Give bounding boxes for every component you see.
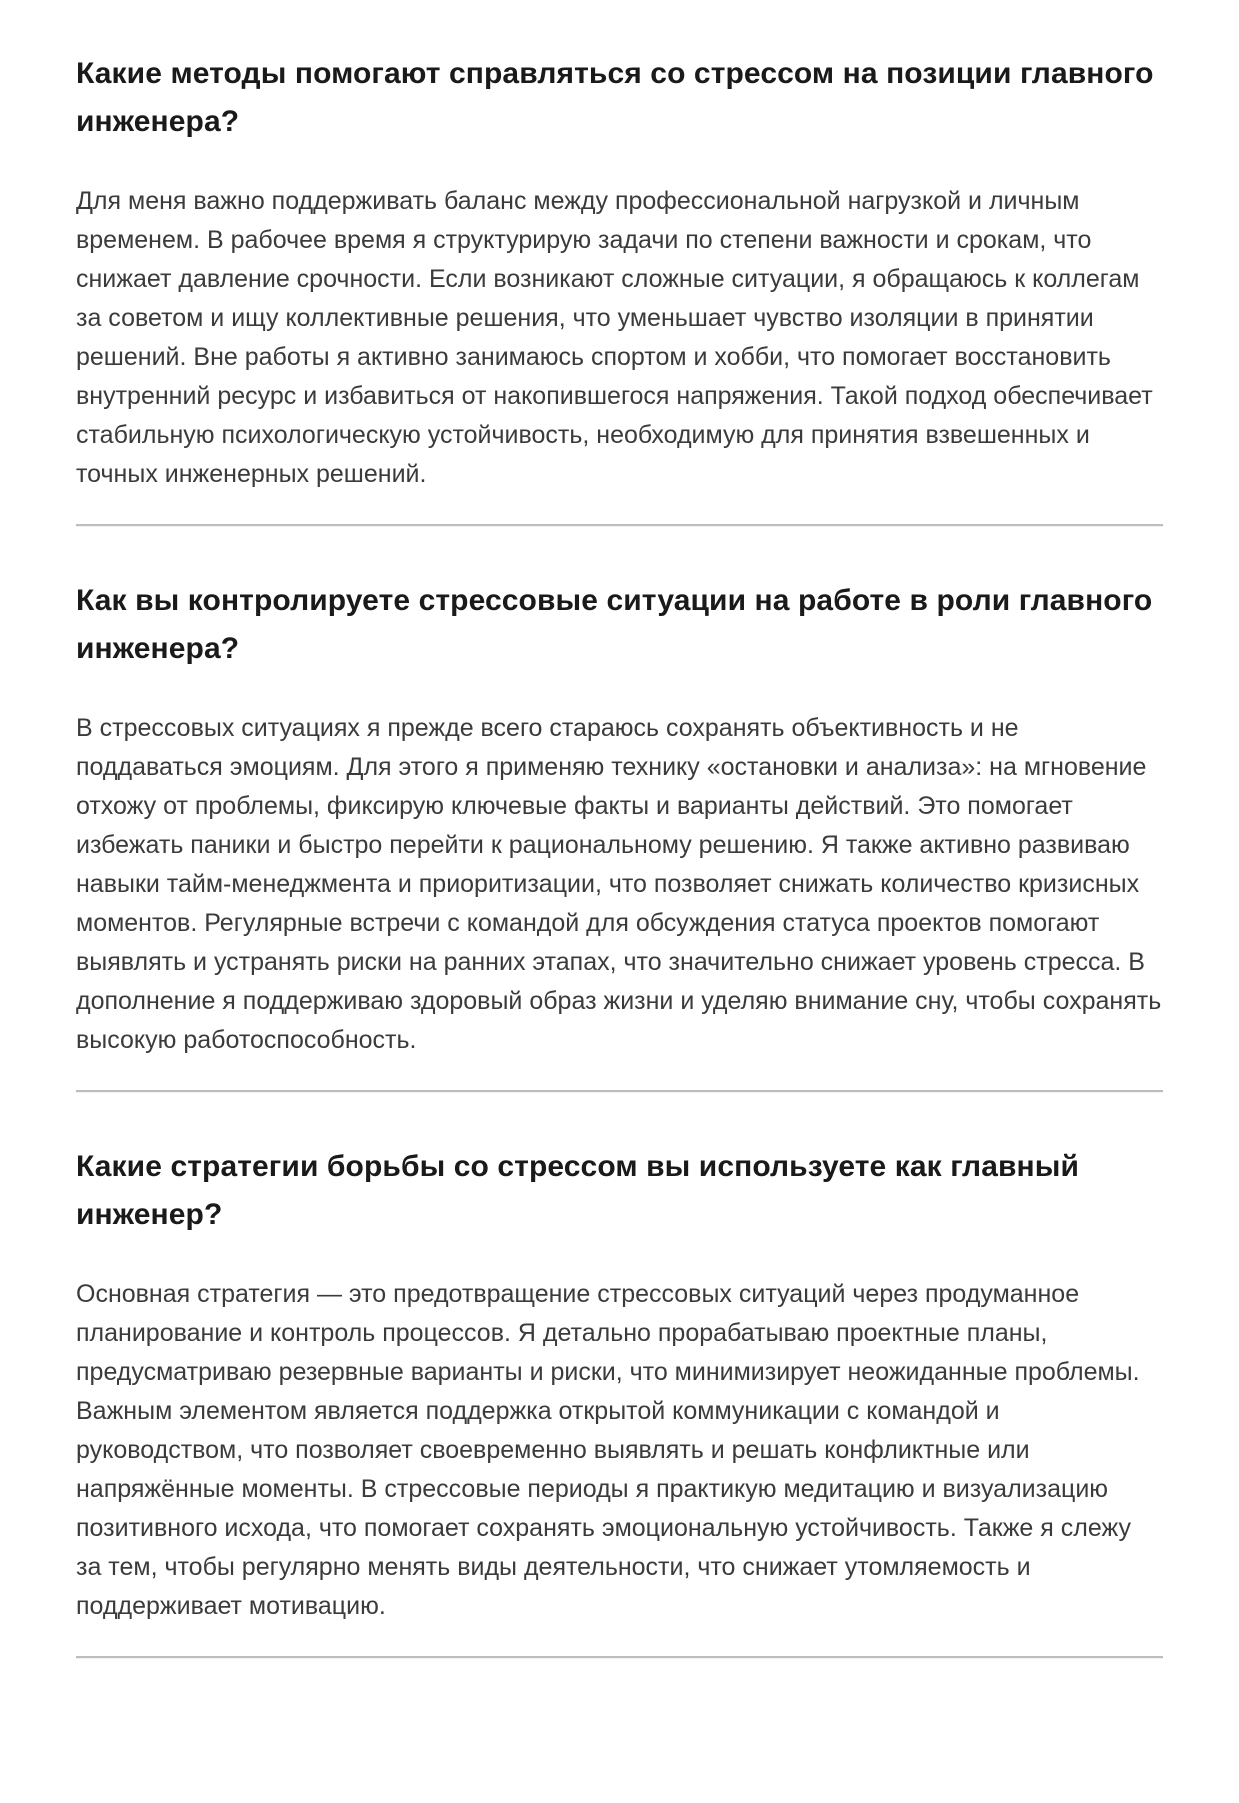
section-divider — [76, 524, 1163, 527]
document-page — [0, 50, 1239, 1803]
question-heading: Как вы контролируете стрессовые ситуации на работе в роли главного инженера? — [76, 584, 1153, 665]
qa-section — [76, 50, 1163, 494]
qa-section — [76, 1143, 1163, 1626]
question-heading: Какие стратегии борьбы со стрессом вы используете как главный инженер? — [76, 1150, 1080, 1231]
section-divider — [76, 1090, 1163, 1093]
answer-paragraph: В стрессовых ситуациях я прежде всего стараюсь сохранять объективность и не поддаваться эмоциям. Для этого я применяю технику «остановки и анализа»: на мгновение отхожу от проблемы, фиксирую ключевые факты и варианты действий. Это помогает избежать паники и быстро перейти к рациональному решению. Я также активно развиваю навыки тайм-менеджмента и приоритизации, что позволяет снижать количество кризисных моментов. Регулярные встречи с командой для обсуждения статуса проектов помогают выявлять и устранять риски на ранних этапах, что значительно снижает уровень стресса. В дополнение я поддерживаю здоровый образ жизни и уделяю внимание сну, чтобы сохранять высокую работоспособность. — [76, 714, 1162, 1054]
answer-paragraph: Основная стратегия — это предотвращение стрессовых ситуаций через продуманное планирование и контроль процессов. Я детально прорабатываю проектные планы, предусматриваю резервные варианты и риски, что минимизирует неожиданные проблемы. Важным элементом является поддержка открытой коммуникации с командой и руководством, что позволяет своевременно выявлять и решать конфликтные или напряжённые моменты. В стрессовые периоды я практикую медитацию и визуализацию позитивного исхода, что помогает сохранять эмоциональную устойчивость. Также я слежу за тем, чтобы регулярно менять виды деятельности, что снижает утомляемость и поддерживает мотивацию. — [76, 1280, 1140, 1620]
qa-section — [76, 577, 1163, 1060]
qa-document — [0, 50, 1239, 1659]
question-heading: Какие методы помогают справляться со стрессом на позиции главного инженера? — [76, 57, 1154, 138]
answer-paragraph: Для меня важно поддерживать баланс между профессиональной нагрузкой и личным временем. В рабочее время я структурирую задачи по степени важности и срокам, что снижает давление срочности. Если возникают сложные ситуации, я обращаюсь к коллегам за советом и ищу коллективные решения, что уменьшает чувство изоляции в принятии решений. Вне работы я активно занимаюсь спортом и хобби, что помогает восстановить внутренний ресурс и избавиться от накопившегося напряжения. Такой подход обеспечивает стабильную психологическую устойчивость, необходимую для принятия взвешенных и точных инженерных решений. — [76, 187, 1153, 488]
section-divider — [76, 1656, 1163, 1659]
